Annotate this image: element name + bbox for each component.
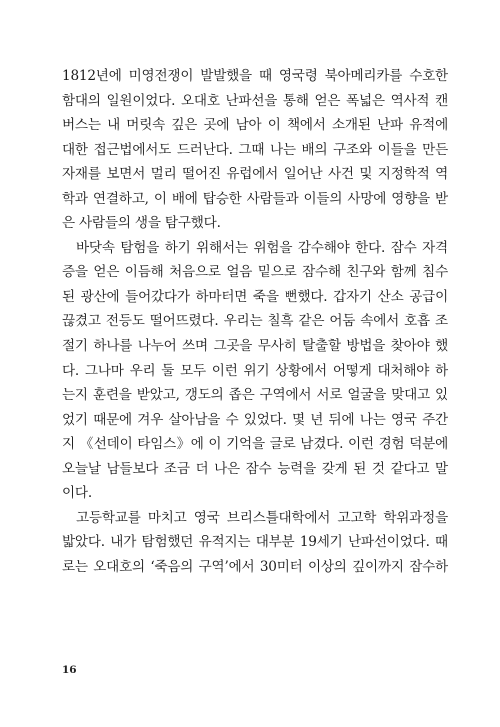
text-line: 지 《선데이 타임스》에 이 기억을 글로 남겼다. 이런 경험 덕분에	[62, 436, 448, 453]
page-number: 16	[62, 664, 77, 676]
text-line: 된 광산에 들어갔다가 하마터면 죽을 뻔했다. 갑자기 산소 공급이	[62, 288, 448, 305]
text-line: 오늘날 남들보다 조금 더 나은 잠수 능력을 갖게 된 것 같다고 말	[62, 460, 448, 477]
text-line: 다. 그나마 우리 둘 모두 이런 위기 상황에서 어떻게 대처해야 하	[62, 362, 448, 379]
text-line: 로는 오대호의 ‘죽음의 구역’에서 30미터 이상의 깊이까지 잠수하	[62, 558, 448, 575]
text-line: 바닷속 탐험을 하기 위해서는 위험을 감수해야 한다. 잠수 자격	[76, 239, 448, 256]
text-line: 함대의 일원이었다. 오대호 난파선을 통해 얻은 폭넓은 역사적 캔	[62, 92, 448, 109]
text-line: 이다.	[62, 485, 92, 502]
paragraph-1	[62, 64, 448, 236]
text-line: 자재를 보면서 멀리 떨어진 유럽에서 일어난 사건 및 지정학적 역	[62, 166, 448, 183]
text-line: 은 사람들의 생을 탐구했다.	[62, 215, 221, 232]
paragraph-3	[62, 506, 448, 580]
text-line: 었기 때문에 겨우 살아남을 수 있었다. 몇 년 뒤에 나는 영국 주간	[62, 411, 448, 428]
body-text	[62, 64, 448, 579]
text-line: 밟았다. 내가 탐험했던 유적지는 대부분 19세기 난파선이었다. 때	[62, 534, 448, 551]
text-line: 고등학교를 마치고 영국 브리스틀대학에서 고고학 학위과정을	[76, 509, 448, 526]
text-line: 버스는 내 머릿속 깊은 곳에 남아 이 책에서 소개된 난파 유적에	[62, 117, 448, 134]
paragraph-2	[62, 236, 448, 506]
text-line: 증을 얻은 이듬해 처음으로 얼음 밑으로 잠수해 친구와 함께 침수	[62, 264, 448, 281]
text-line: 끊겼고 전등도 떨어뜨렸다. 우리는 칠흑 같은 어둠 속에서 호흡 조	[62, 313, 448, 330]
text-line: 는지 훈련을 받았고, 갱도의 좁은 구역에서 서로 얼굴을 맞대고 있	[62, 387, 448, 404]
text-line: 1812년에 미영전쟁이 발발했을 때 영국령 북아메리카를 수호한	[62, 68, 448, 84]
text-line: 대한 접근법에서도 드러난다. 그때 나는 배의 구조와 이들을 만든	[62, 141, 448, 158]
text-line: 절기 하나를 나누어 쓰며 그곳을 무사히 탈출할 방법을 찾아야 했	[62, 338, 448, 355]
text-line: 학과 연결하고, 이 배에 탑승한 사람들과 이들의 사망에 영향을 받	[62, 190, 448, 207]
